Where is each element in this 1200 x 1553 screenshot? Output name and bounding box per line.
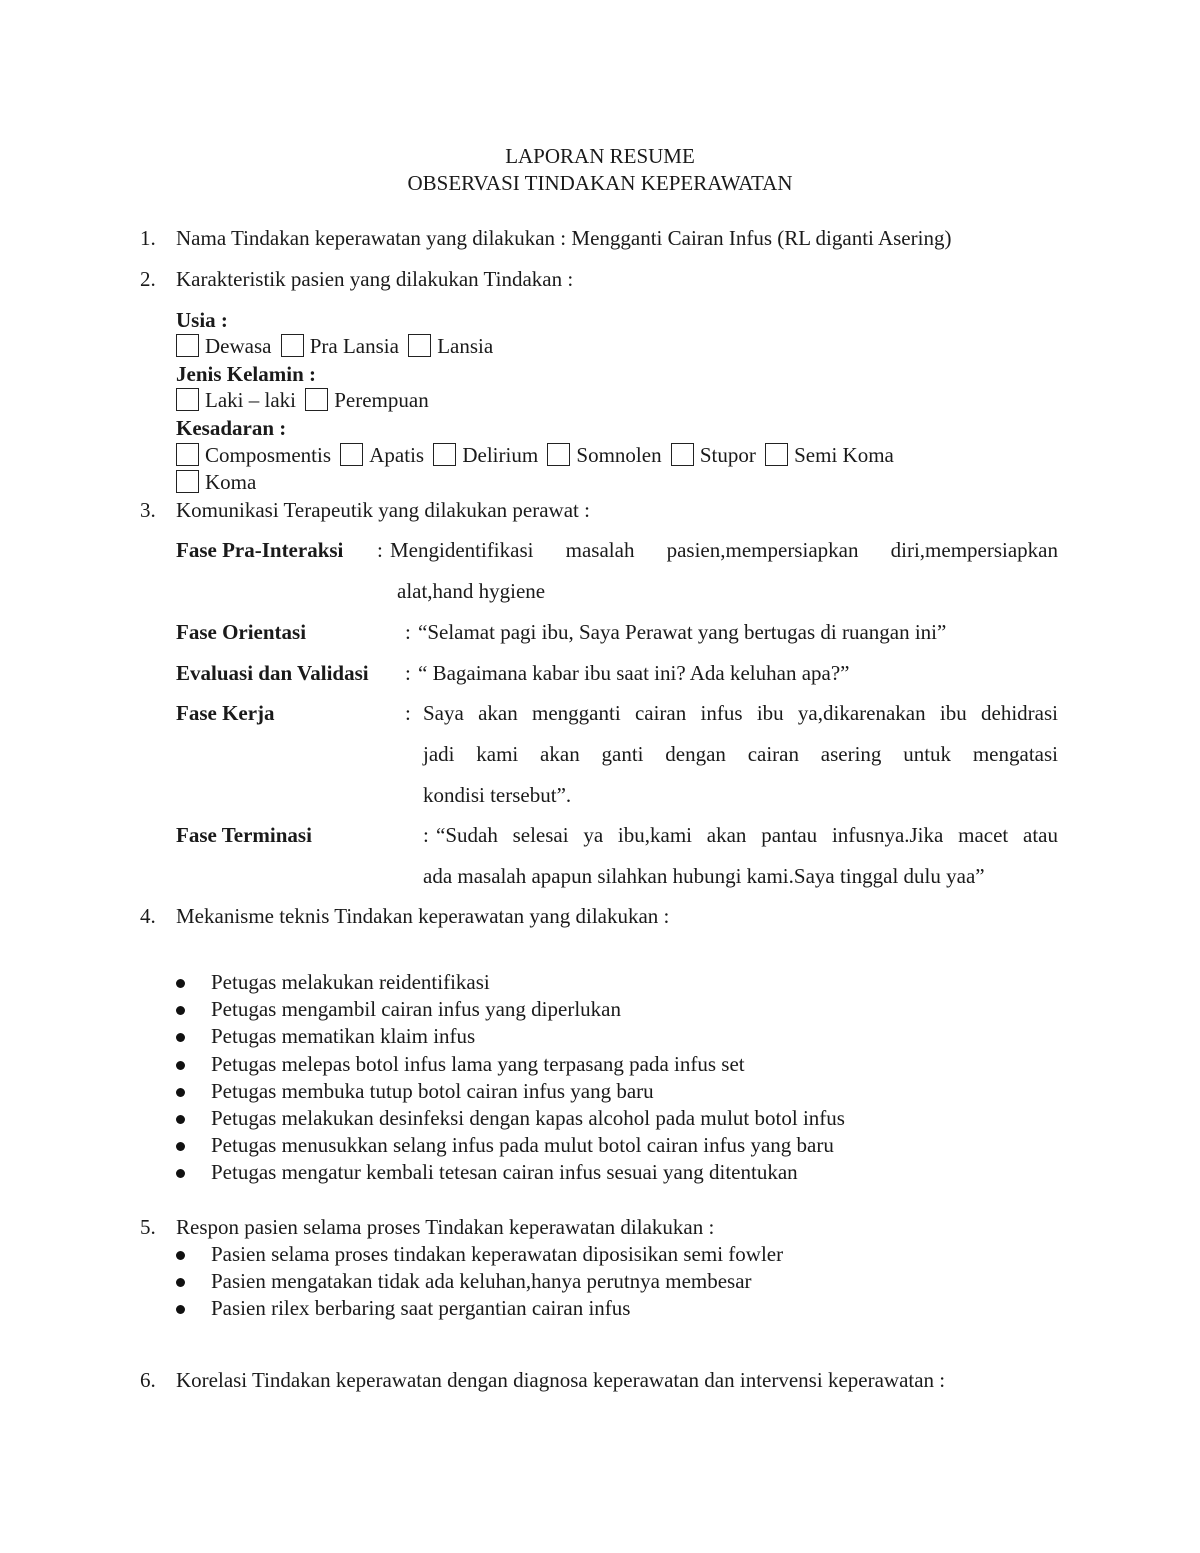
bullet-icon (176, 1088, 185, 1097)
phase-label-pra-interaksi: Fase Pra-Interaksi (176, 538, 344, 562)
item-1-text: Nama Tindakan keperawatan yang dilakukan : Mengganti Cairan Infus (RL diganti Asering) (176, 226, 952, 250)
bullet-icon (176, 1251, 185, 1260)
bullet-icon (176, 1305, 185, 1314)
option-label: Pra Lansia (309, 334, 399, 358)
phase-text: “ Bagaimana kabar ibu saat ini? Ada keluhan apa?” (418, 661, 850, 685)
bullet-icon (176, 1115, 185, 1124)
checkbox[interactable] (433, 443, 456, 466)
phase-label-orientasi: Fase Orientasi (176, 620, 307, 644)
jenis-kelamin-label: Jenis Kelamin : (176, 362, 316, 386)
item-4-text: Mekanisme teknis Tindakan keperawatan yang dilakukan : (176, 904, 670, 928)
option-label: Semi Koma (794, 443, 894, 467)
checkbox[interactable] (176, 443, 199, 466)
checkbox[interactable] (340, 443, 363, 466)
phase-text: “Sudah selesai ya ibu,kami akan pantau infusnya.Jika macet atau (436, 823, 1058, 847)
report-subtitle: OBSERVASI TINDAKAN KEPERAWATAN (407, 171, 793, 195)
phase-text: jadi kami akan ganti dengan cairan asering untuk mengatasi (423, 742, 1058, 766)
option-label: Somnolen (576, 443, 662, 467)
phase-text: kondisi tersebut”. (423, 783, 572, 807)
colon: : (377, 538, 383, 562)
colon: : (423, 823, 429, 847)
item-5-text: Respon pasien selama proses Tindakan keperawatan dilakukan : (176, 1215, 715, 1239)
kesadaran-options (176, 443, 898, 468)
checkbox[interactable] (765, 443, 788, 466)
item-2-text: Karakteristik pasien yang dilakukan Tindakan : (176, 267, 574, 291)
checkbox[interactable] (281, 334, 304, 357)
bullet-icon (176, 1142, 185, 1151)
phase-text: Saya akan mengganti cairan infus ibu ya,dikarenakan ibu dehidrasi (423, 701, 1058, 725)
document-page: LAPORAN RESUME OBSERVASI TINDAKAN KEPERAWATAN 1. Nama Tindakan keperawatan yang dilakukan : Mengganti Cairan Infus (RL diganti Asering) 2. Karakteristik pasien yang dilakukan Tindakan : Usia : Dewasa Pra Lansia Lansia Jenis Kelamin : Laki – laki Perempuan Kesadaran : Composmentis Apatis Delirium Somnolen Stupor Semi Koma Koma 3. Komunikasi Terapeutik yang dilakukan perawat : Fase Pra-Interaksi : Mengidentifikasi masalah pasien,mempersiapkan diri,mempersiapkan alat,hand hygiene Fase Orientasi : “Selamat pagi ibu, Saya Perawat yang bertugas di ruangan ini” Evaluasi dan Validasi : “ Bagaimana kabar ibu saat ini? Ada keluhan apa?” Fase Kerja : Saya akan mengganti cairan infus ibu ya,dikarenakan ibu dehidrasi jadi kami akan ganti dengan cairan asering untuk mengatasi kondisi tersebut”. Fase Terminasi : “Sudah selesai ya ibu,kami akan pantau infusnya.Jika macet atau ada masalah apapun silahkan hubungi kami.Saya tinggal dulu yaa” 4. Mekanisme teknis Tindakan keperawatan yang dilakukan : Petugas melakukan reidentifikasi Petugas mengambil cairan infus yang diperlukan Petugas mematikan klaim infus Petugas melepas botol infus lama yang terpasang pada infus set Petugas membuka tutup botol cairan infus yang baru Petugas melakukan desinfeksi dengan kapas alcohol pada mulut botol infus Petugas menusukkan selang infus pada mulut botol cairan infus yang baru Petugas mengatur kembali tetesan cairan infus sesuai yang ditentukan 5. Respon pasien selama proses Tindakan keperawatan dilakukan : Pasien selama proses tindakan keperawatan diposisikan semi fowler Pasien mengatakan tidak ada keluhan,hanya perutnya membesar Pasien rilex berbaring saat pergantian cairan infus 6. Korelasi Tindakan keperawatan dengan diagnosa keperawatan dan intervensi keperawatan : (0, 0, 1200, 1553)
colon: : (405, 661, 411, 685)
bullet-icon (176, 1169, 185, 1178)
item-number: 2. (140, 267, 156, 291)
bullet-icon (176, 979, 185, 988)
option-label: Perempuan (334, 388, 429, 412)
phase-text: Mengidentifikasi masalah pasien,mempersiapkan diri,mempersiapkan (390, 538, 1058, 562)
bullet-icon (176, 1033, 185, 1042)
colon: : (405, 620, 411, 644)
option-label: Composmentis (205, 443, 332, 467)
option-label: Laki – laki (205, 388, 296, 412)
option-label: Koma (205, 470, 257, 494)
item-number: 5. (140, 1215, 156, 1239)
phase-label-evaluasi: Evaluasi dan Validasi (176, 661, 369, 685)
option-label: Delirium (462, 443, 539, 467)
kesadaran-label: Kesadaran : (176, 416, 287, 440)
kesadaran-options-row2 (176, 470, 260, 495)
report-title: LAPORAN RESUME (505, 144, 695, 168)
item-number: 4. (140, 904, 156, 928)
option-label: Lansia (437, 334, 494, 358)
colon: : (405, 701, 411, 725)
jenis-kelamin-options (176, 388, 433, 413)
option-label: Apatis (369, 443, 425, 467)
phase-text: ada masalah apapun silahkan hubungi kami.Saya tinggal dulu yaa” (423, 864, 985, 888)
usia-options (176, 334, 497, 359)
bullet-icon (176, 1061, 185, 1070)
bullet-icon (176, 1278, 185, 1287)
item-number: 3. (140, 498, 156, 522)
checkbox[interactable] (176, 388, 199, 411)
phase-text: alat,hand hygiene (397, 579, 546, 603)
checkbox[interactable] (547, 443, 570, 466)
item-number: 1. (140, 226, 156, 250)
item-3-text: Komunikasi Terapeutik yang dilakukan perawat : (176, 498, 590, 522)
item-number: 6. (140, 1368, 156, 1392)
phase-label-kerja: Fase Kerja (176, 701, 275, 725)
phase-label-terminasi: Fase Terminasi (176, 823, 312, 847)
checkbox[interactable] (176, 470, 199, 493)
checkbox[interactable] (408, 334, 431, 357)
checkbox[interactable] (176, 334, 199, 357)
phase-text: “Selamat pagi ibu, Saya Perawat yang bertugas di ruangan ini” (418, 620, 947, 644)
bullet-icon (176, 1006, 185, 1015)
option-label: Dewasa (205, 334, 272, 358)
checkbox[interactable] (305, 388, 328, 411)
usia-label: Usia : (176, 308, 228, 332)
item-6-text: Korelasi Tindakan keperawatan dengan diagnosa keperawatan dan intervensi keperawatan : (176, 1368, 946, 1392)
checkbox[interactable] (671, 443, 694, 466)
option-label: Stupor (699, 443, 756, 467)
